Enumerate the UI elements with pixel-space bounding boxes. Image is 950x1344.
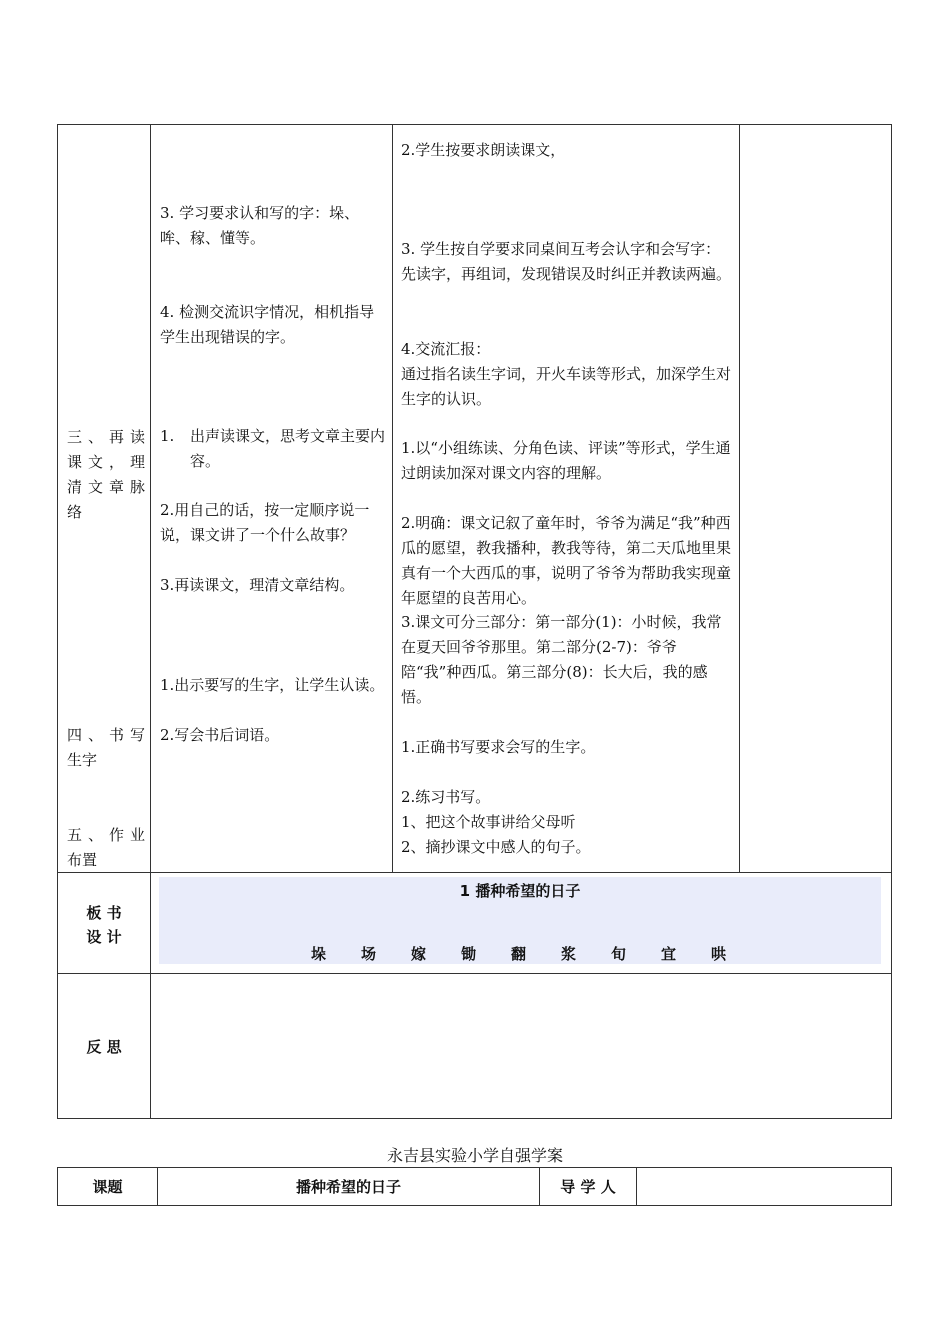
board-design-row	[58, 873, 892, 974]
reflection-label: 反 思	[86, 1038, 122, 1056]
board-design-content-cell	[151, 873, 892, 974]
guide-label: 导 学 人	[540, 1168, 637, 1206]
next-lesson-header-table	[57, 1167, 892, 1206]
student-step-4: 1.以“小组练读、分角色读、评读”等形式，学生通过朗读加深对课文内容的理解。	[401, 439, 731, 482]
student-step-2: 3. 学生按自学要求同桌间互考会认字和会写字：先读字，再组词，发现错误及时纠正并教读两遍。	[401, 240, 732, 283]
board-char: 浆	[561, 945, 577, 963]
teacher-step-7: 3.再读课文，理清文章结构。	[160, 576, 355, 594]
student-step-3: 通过指名读生字词，开火车读等形式，加深学生对生字的认识。	[401, 365, 732, 408]
homework-item-2: 2、摘抄课文中感人的句子。	[401, 838, 591, 856]
reflection-row	[58, 974, 892, 1119]
reflection-content-cell[interactable]	[151, 974, 892, 1119]
teacher-step-5: 出声读课文，思考文章主要内容。	[190, 427, 386, 470]
board-char: 翻	[511, 945, 527, 963]
stage-4-line-2: 生字	[67, 751, 98, 769]
board-char: 锄	[461, 945, 477, 963]
stage-3-line-4: 络	[67, 503, 83, 521]
student-step-8: 2.练习书写。	[401, 788, 491, 806]
board-design-label-line-1: 板 书	[86, 904, 122, 922]
stage-5-line-2: 布置	[67, 851, 98, 869]
teacher-step-9: 2.写会书后词语。	[160, 726, 280, 744]
student-step-5: 2.明确：课文记叙了童年时，爷爷为满足“我”种西瓜的愿望，教我播种，教我等待，第二天瓜地里果真有一个大西瓜的事，说明了爷爷为帮助我实现童年愿望的良苦用心。	[401, 514, 732, 607]
board-char: 宜	[661, 945, 677, 963]
teacher-step-5-number: 1.	[160, 427, 175, 445]
teacher-step-4: 4. 检测交流识字情况，相机指导学生出现错误的字。	[160, 303, 375, 346]
board-char: 哄	[711, 945, 727, 963]
student-step-7: 1.正确书写要求会写的生字。	[401, 738, 596, 756]
homework-item-1: 1、把这个故事讲给父母听	[401, 813, 576, 831]
student-step-3-title: 4.交流汇报：	[401, 340, 491, 358]
lesson-steps-row	[58, 125, 892, 873]
reflection-label-cell	[58, 974, 151, 1119]
student-step-1: 2.学生按要求朗读课文，	[401, 141, 566, 159]
stage-3-line-1: 三、再读	[67, 428, 145, 446]
teacher-step-8: 1.出示要写的生字，让学生认读。	[160, 676, 385, 694]
guide-value[interactable]	[637, 1168, 892, 1206]
stage-3-line-2: 课文，理	[67, 453, 145, 471]
stage-5-line-1: 五、作业	[67, 826, 145, 844]
student-step-6: 3.课文可分三部分：第一部分(1)：小时候，我常在夏天回爷爷那里。第二部分(2-7)：爷爷陪“我”种西瓜。第三部分(8)：长大后，我的感悟。	[401, 613, 722, 706]
topic-label: 课题	[58, 1168, 158, 1206]
student-activity-column	[393, 125, 740, 873]
stage-4-line-1: 四、书写	[67, 726, 145, 744]
board-characters	[311, 943, 761, 964]
topic-value: 播种希望的日子	[158, 1168, 540, 1206]
board-char: 垛	[311, 945, 327, 963]
board-design-label-cell	[58, 873, 151, 974]
board-char: 场	[361, 945, 377, 963]
stage-3-line-3: 清文章脉	[67, 478, 145, 496]
teacher-step-6: 2.用自己的话，按一定顺序说一说，课文讲了一个什么故事？	[160, 501, 370, 544]
board-char: 嫁	[411, 945, 427, 963]
school-title: 永吉县实验小学自强学案	[386, 1146, 563, 1165]
board-design-panel	[159, 877, 881, 964]
board-design-label-line-2: 设 计	[86, 928, 122, 946]
lesson-plan-table	[57, 124, 892, 1119]
stage-column	[58, 125, 151, 873]
board-title: 1 播种希望的日子	[459, 882, 581, 900]
board-char: 旬	[611, 945, 627, 963]
teacher-step-3: 3. 学习要求认和写的字：垛、哞、稼、懂等。	[160, 204, 360, 247]
notes-column	[740, 125, 892, 873]
teacher-activity-column	[151, 125, 393, 873]
